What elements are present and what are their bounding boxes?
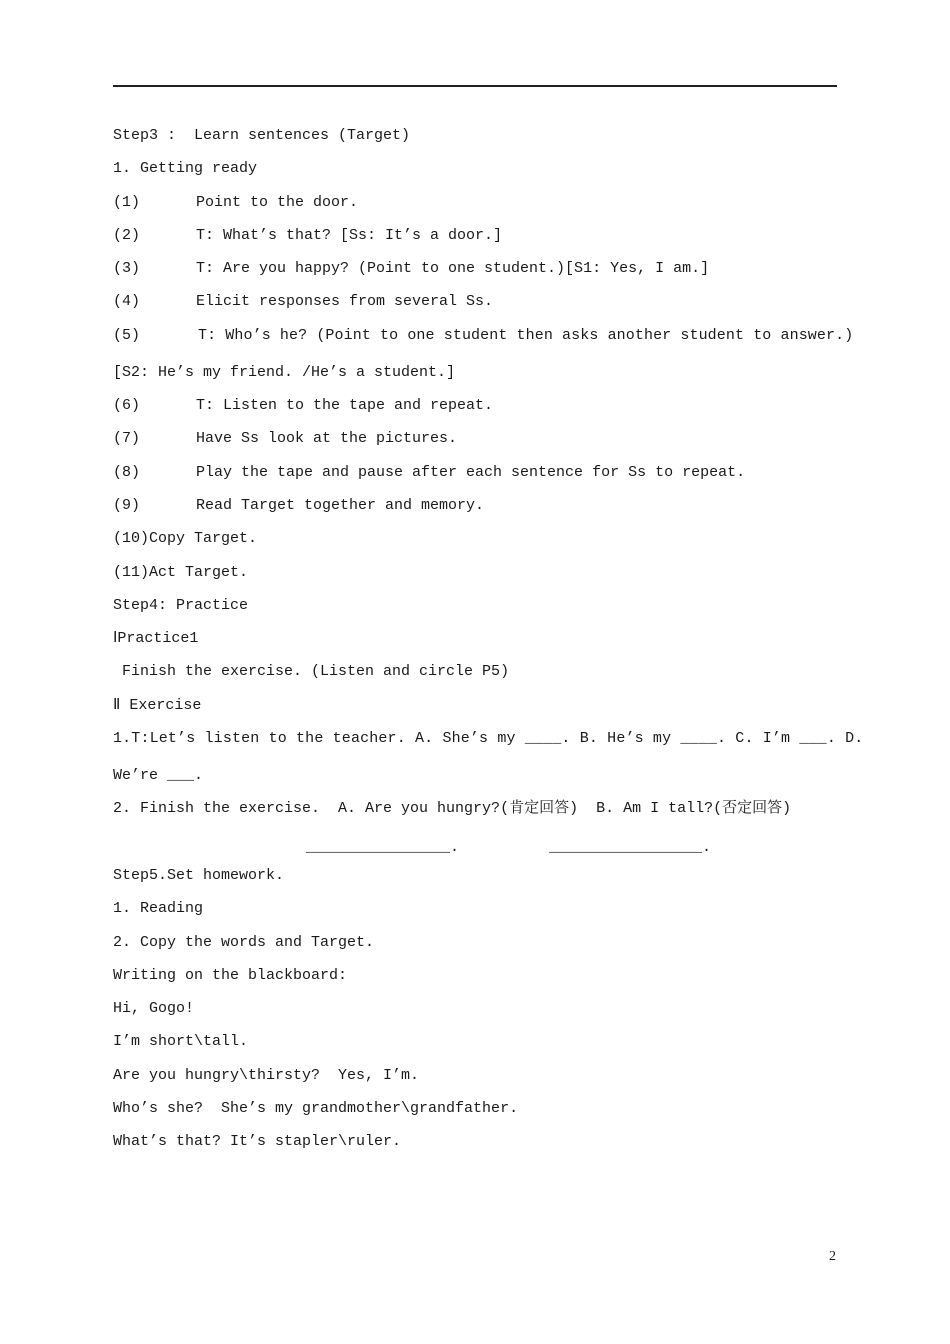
- list-item: [113, 259, 837, 292]
- item-text: Play the tape and pause after each sentence for Ss to repeat.: [196, 463, 746, 481]
- item-number: (4): [113, 293, 141, 311]
- page-number: 2: [829, 1249, 836, 1264]
- list-item: [113, 326, 854, 363]
- homework-item: 2. Copy the words and Target.: [113, 933, 375, 951]
- item-text: T: Are you happy? (Point to one student.)[S1: Yes, I am.]: [196, 260, 710, 278]
- item-number: (9): [113, 496, 141, 514]
- item-text: Elicit responses from several Ss.: [196, 293, 494, 311]
- blackboard-line: I’m short\tall.: [113, 1033, 249, 1051]
- item-11: (11)Act Target.: [113, 563, 249, 581]
- item-text: T: What’s that? [Ss: It’s a door.]: [196, 226, 503, 244]
- getting-ready-heading: 1. Getting ready: [113, 160, 258, 178]
- item-number: (6): [113, 397, 141, 415]
- list-item: [113, 496, 837, 529]
- item-10: (10)Copy Target.: [113, 530, 258, 548]
- exercise2: 2. Finish the exercise. A. Are you hungry?(肯定回答) B. Am I tall?(否定回答): [113, 800, 792, 818]
- answer-blank-b[interactable]: _________________.: [549, 838, 712, 856]
- step4-title: Step4: Practice: [113, 596, 249, 614]
- item-text: T: Listen to the tape and repeat.: [196, 397, 494, 415]
- list-item: [113, 429, 837, 462]
- exercise1-line2: We’re ___.: [113, 767, 204, 785]
- step3-title: Step3 : Learn sentences (Target): [113, 127, 411, 144]
- item-text-justified: [198, 326, 854, 346]
- item5-continuation: [S2: He’s my friend. /He’s a student.]: [113, 363, 456, 381]
- item-number: (8): [113, 463, 141, 481]
- blackboard-title: Writing on the blackboard:: [113, 966, 348, 984]
- list-item: [113, 463, 837, 496]
- item-number: (7): [113, 430, 141, 448]
- list-item: [113, 193, 837, 226]
- item-number: (1): [113, 193, 141, 211]
- step5-title: Step5.Set homework.: [113, 866, 285, 884]
- practice1-heading: ⅠPractice1: [113, 630, 199, 648]
- item-text: Read Target together and memory.: [196, 496, 485, 514]
- blackboard-line: Hi, Gogo!: [113, 1000, 195, 1018]
- exercise-heading: Ⅱ Exercise: [113, 696, 202, 714]
- blackboard-line: Are you hungry\thirsty? Yes, I’m.: [113, 1066, 420, 1084]
- item-number: (2): [113, 226, 141, 244]
- blackboard-line: Who’s she? She’s my grandmother\grandfather.: [113, 1100, 519, 1118]
- document-body: [113, 126, 864, 1166]
- answer-blank-a[interactable]: ________________.: [306, 838, 460, 856]
- answer-blanks: [113, 833, 837, 866]
- practice1-text: Finish the exercise. (Listen and circle P5): [113, 663, 510, 681]
- item-number: (5): [113, 326, 141, 344]
- list-item: [113, 226, 837, 259]
- blackboard-line: What’s that? It’s stapler\ruler.: [113, 1133, 402, 1151]
- item-text: Point to the door.: [196, 193, 359, 211]
- item-number: (3): [113, 260, 141, 278]
- list-item: [113, 396, 837, 429]
- item5-text: T: Who’s he? (Point to one student then asks another student to answer.): [198, 326, 854, 344]
- header-rule: [113, 85, 837, 87]
- homework-item: 1. Reading: [113, 900, 204, 918]
- exercise1-line1: 1.T:Let’s listen to the teacher. A. She’s my ____. B. He’s my ____. C. I’m ___. D.: [113, 730, 864, 748]
- list-item: [113, 292, 837, 325]
- item-text: Have Ss look at the pictures.: [196, 430, 458, 448]
